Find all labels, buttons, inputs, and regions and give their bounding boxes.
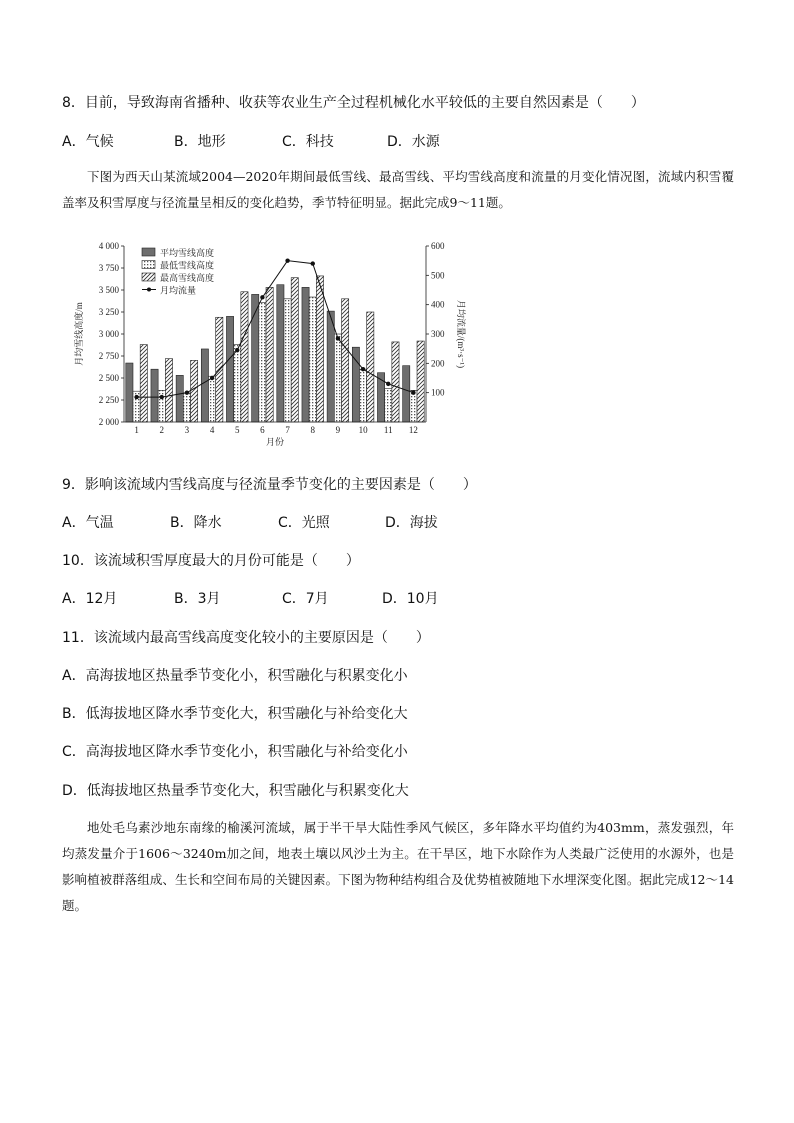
x-tick-label: 5	[235, 425, 240, 435]
point-flow-11	[386, 382, 390, 386]
bar-min-5	[234, 345, 241, 422]
bar-min-12	[410, 390, 417, 422]
q10-option-d[interactable]: D．10月	[382, 591, 439, 607]
bar-min-6	[259, 302, 266, 422]
bar-avg-1	[126, 363, 133, 422]
legend-label: 平均雪线高度	[160, 248, 215, 258]
y-tick-label: 2 500	[98, 373, 119, 383]
y-tick-label: 2 000	[98, 417, 119, 427]
bar-avg-5	[226, 316, 233, 422]
bar-max-7	[291, 278, 298, 422]
bar-min-11	[385, 389, 392, 422]
y-tick-label: 3 500	[98, 285, 119, 295]
legend-label: 月均流量	[160, 285, 197, 296]
x-tick-label: 1	[134, 425, 139, 435]
bar-max-9	[342, 299, 349, 422]
point-flow-5	[235, 348, 239, 352]
point-flow-2	[160, 395, 164, 399]
point-flow-4	[210, 376, 214, 380]
x-tick-label: 2	[159, 425, 164, 435]
q8-option-c[interactable]: C．科技	[282, 134, 334, 150]
question-10-options	[62, 588, 439, 608]
q10-option-a[interactable]: A．12月	[62, 591, 118, 607]
legend-swatch-max	[142, 273, 155, 281]
q11-option-c[interactable]: C．高海拔地区降水季节变化小，积雪融化与补给变化小	[62, 744, 408, 760]
x-tick-label: 10	[358, 425, 368, 435]
q9-option-d[interactable]: D．海拔	[385, 515, 438, 531]
y2-tick-label: 100	[431, 387, 445, 398]
x-tick-label: 6	[260, 425, 265, 435]
bar-min-8	[309, 297, 316, 422]
q11-option-d[interactable]: D．低海拔地区热量季节变化大，积雪融化与积累变化大	[62, 783, 409, 799]
bar-max-5	[241, 292, 248, 422]
point-flow-8	[311, 261, 315, 265]
legend-marker-flow	[147, 288, 151, 292]
point-flow-6	[260, 295, 264, 299]
bar-max-6	[266, 287, 273, 422]
point-flow-3	[185, 390, 189, 394]
y-tick-label: 3 750	[98, 263, 119, 273]
q10-option-c[interactable]: C．7月	[282, 591, 329, 607]
bar-min-9	[334, 334, 341, 422]
bar-avg-9	[327, 311, 334, 422]
bar-avg-8	[302, 287, 309, 422]
bar-avg-10	[352, 347, 359, 422]
x-tick-label: 4	[209, 425, 215, 435]
point-flow-10	[361, 367, 365, 371]
x-tick-label: 9	[335, 425, 341, 435]
bar-min-3	[183, 393, 190, 422]
question-8-options	[62, 131, 440, 151]
bar-min-7	[284, 299, 291, 422]
point-flow-9	[336, 336, 340, 340]
point-flow-12	[411, 390, 415, 394]
q10-option-b[interactable]: B．3月	[174, 591, 221, 607]
y-tick-label: 2 750	[98, 351, 119, 361]
q9-option-a[interactable]: A．气温	[62, 515, 114, 531]
question-8-stem: 8．目前，导致海南省播种、收获等农业生产全过程机械化水平较低的主要自然因素是（ ）	[62, 95, 645, 111]
y-tick-label: 4 000	[98, 241, 119, 251]
bar-max-2	[165, 359, 172, 422]
y-axis-label: 月均雪线高度/m	[74, 302, 84, 366]
q8-option-d[interactable]: D．水源	[387, 134, 440, 150]
y-tick-label: 3 250	[98, 307, 119, 317]
x-tick-label: 7	[285, 425, 290, 435]
intro-paragraph-2: 地处毛乌素沙地东南缘的榆溪河流域，属于半干旱大陆性季风气候区，多年降水平均值约为403mm，蒸发强烈，年均蒸发量介于1606～3240m加之间，地表土壤以风沙土为主。在干旱区，地下水除作为人类最广泛使用的水源外，也是影响植被群落组成、生长和空间布局的关键因素。下图为物种结构组合及优势植被随地下水埋深变化图。据此完成12～14题。	[62, 820, 734, 913]
question-11-stem: 11．该流域内最高雪线高度变化较小的主要原因是（ ）	[62, 630, 430, 646]
q8-option-a[interactable]: A．气候	[62, 134, 114, 150]
point-flow-7	[285, 258, 289, 262]
intro-paragraph-1: 下图为西天山某流域2004—2020年期间最低雪线、最高雪线、平均雪线高度和流量的月变化情况图，流域内积雪覆盖率及积雪厚度与径流量呈相反的变化趋势，季节特征明显。据此完成9～11题。	[62, 169, 734, 210]
x-tick-label: 11	[383, 425, 393, 435]
x-tick-label: 8	[310, 425, 315, 435]
bar-max-12	[417, 341, 424, 422]
question-9-options	[62, 512, 438, 532]
bar-avg-7	[277, 285, 284, 422]
bar-max-8	[316, 276, 323, 422]
bar-min-10	[359, 369, 366, 422]
y2-tick-label: 300	[431, 329, 445, 339]
q9-option-c[interactable]: C．光照	[278, 515, 330, 531]
bar-max-11	[392, 342, 399, 422]
legend-swatch-avg	[142, 248, 155, 256]
bar-max-3	[191, 360, 198, 422]
y2-tick-label: 400	[431, 299, 445, 310]
question-10-stem: 10．该流域积雪厚度最大的月份可能是（ ）	[62, 553, 360, 569]
legend-label: 最低雪线高度	[160, 260, 215, 271]
y2-tick-label: 500	[431, 270, 445, 281]
y-tick-label: 2 250	[98, 395, 119, 405]
x-tick-label: 3	[184, 425, 190, 435]
bar-max-1	[140, 345, 147, 422]
y2-tick-label: 600	[431, 241, 445, 251]
legend-swatch-min	[142, 261, 155, 269]
question-9-stem: 9．影响该流域内雪线高度与径流量季节变化的主要因素是（ ）	[62, 477, 477, 493]
y2-tick-label: 200	[431, 358, 445, 369]
x-axis-label: 月份	[265, 437, 285, 447]
bar-avg-4	[201, 349, 208, 422]
point-flow-1	[134, 395, 138, 399]
x-tick-label: 12	[408, 425, 418, 435]
q9-option-b[interactable]: B．降水	[170, 515, 222, 531]
bar-avg-12	[403, 366, 410, 422]
y2-axis-label: 月均流量/(m³·s⁻¹)	[456, 299, 466, 369]
q11-option-a[interactable]: A．高海拔地区热量季节变化小，积雪融化与积累变化小	[62, 668, 408, 684]
legend	[142, 247, 214, 296]
q11-option-b[interactable]: B．低海拔地区降水季节变化大，积雪融化与补给变化大	[62, 706, 408, 722]
legend-label: 最高雪线高度	[160, 273, 215, 283]
y-tick-label: 3 000	[98, 329, 119, 339]
bar-avg-3	[176, 375, 183, 422]
snowline-runoff-chart	[66, 234, 466, 449]
bar-avg-2	[151, 369, 158, 422]
bar-max-10	[367, 312, 374, 422]
bar-min-4	[208, 376, 215, 422]
q8-option-b[interactable]: B．地形	[174, 134, 226, 150]
